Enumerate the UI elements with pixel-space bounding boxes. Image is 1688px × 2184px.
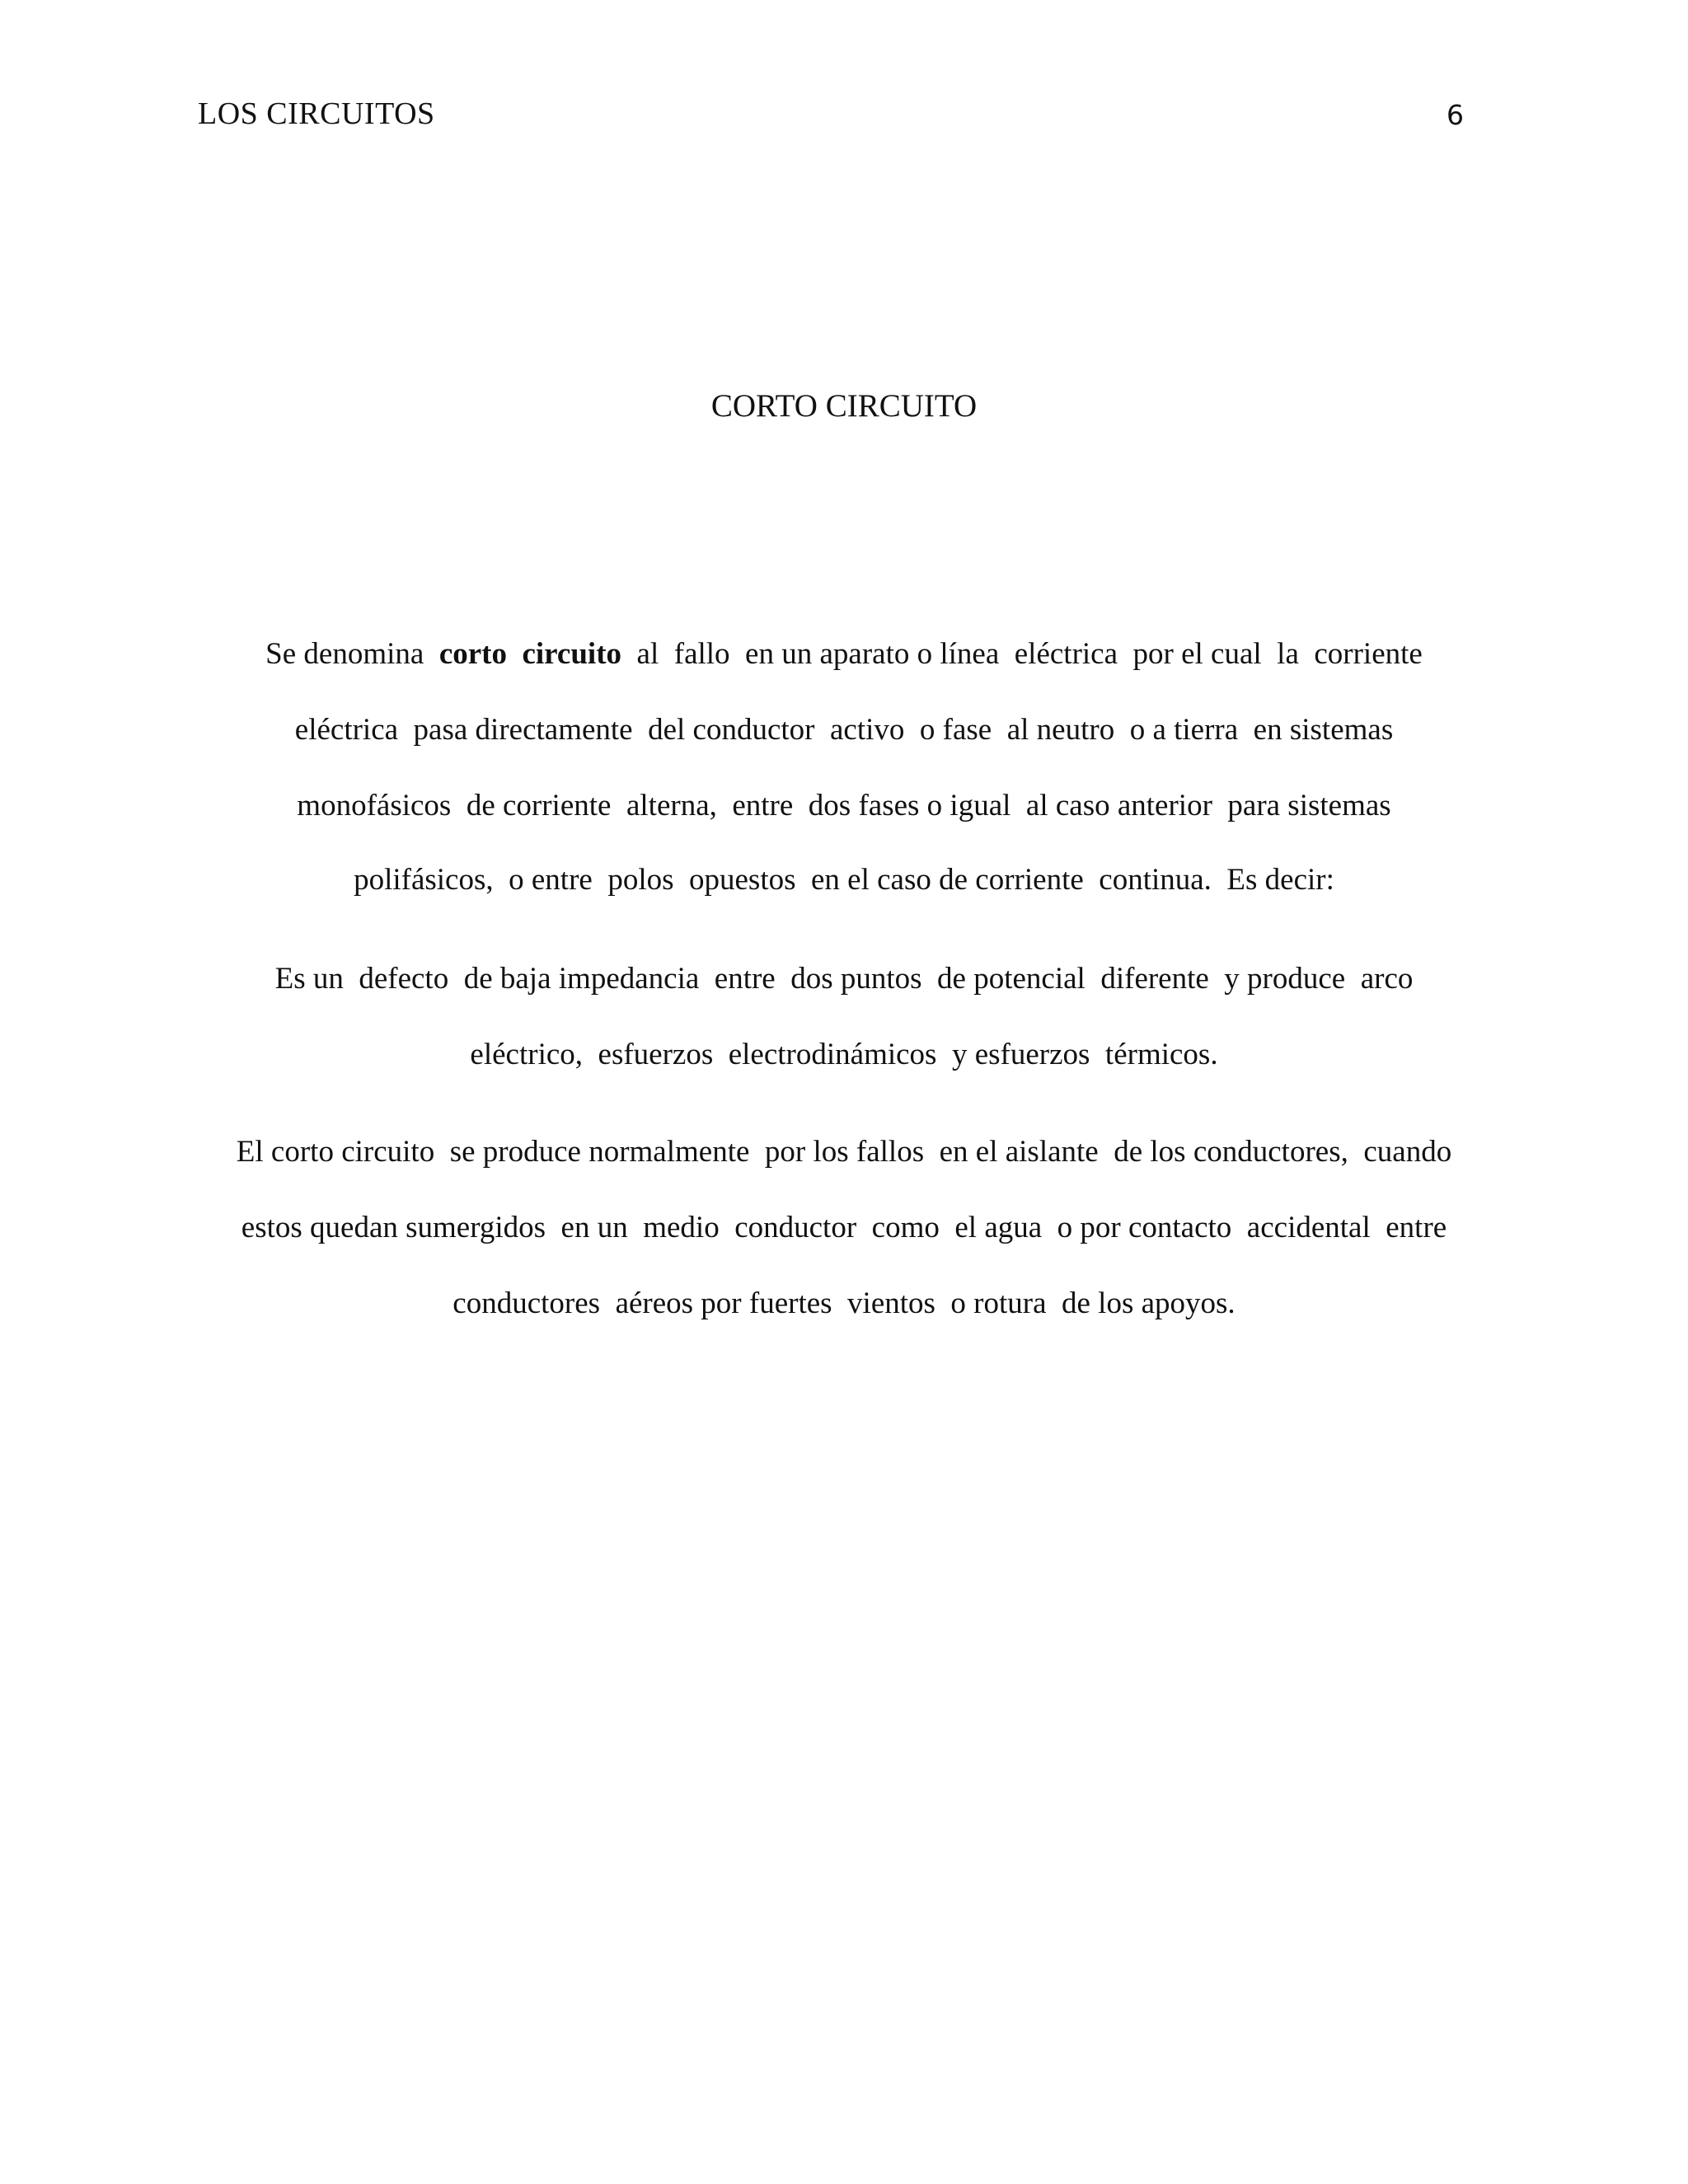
paragraph-3-line-2: estos quedan sumergidos en un medio conductor como el agua o por contacto accidental entre [241, 1211, 1447, 1244]
line-text: al fallo en un aparato o línea eléctrica por el cual la corriente [621, 637, 1423, 671]
paragraph-1-line-2: eléctrica pasa directamente del conductor activo o fase al neutro o a tierra en sistemas [294, 713, 1394, 747]
paragraph-1-line-3: monofásicos de corriente alterna, entre dos fases o igual al caso anterior para sistemas [297, 789, 1391, 823]
paragraph-2-line-1: Es un defecto de baja impedancia entre dos puntos de potencial diferente y produce arco [274, 962, 1414, 996]
section-title: CORTO CIRCUITO [710, 388, 978, 424]
paragraph-2-line-2: eléctrico, esfuerzos electrodinámicos y esfuerzos térmicos. [470, 1038, 1218, 1071]
page-number: 6 [1447, 99, 1464, 131]
paragraph-1-line-4: polifásicos, o entre polos opuestos en el caso de corriente continua. Es decir: [354, 863, 1334, 897]
paragraph-3-line-1: El corto circuito se produce normalmente por los fallos en el aislante de los conductores, cuando [236, 1135, 1452, 1169]
paragraph-1-line-1 [0, 636, 1688, 672]
bold-term: corto circuito [438, 637, 622, 671]
paragraph-3-line-3: conductores aéreos por fuertes vientos o rotura de los apoyos. [452, 1286, 1236, 1320]
running-head: LOS CIRCUITOS [198, 96, 435, 131]
line-text: Se denomina [265, 637, 439, 671]
